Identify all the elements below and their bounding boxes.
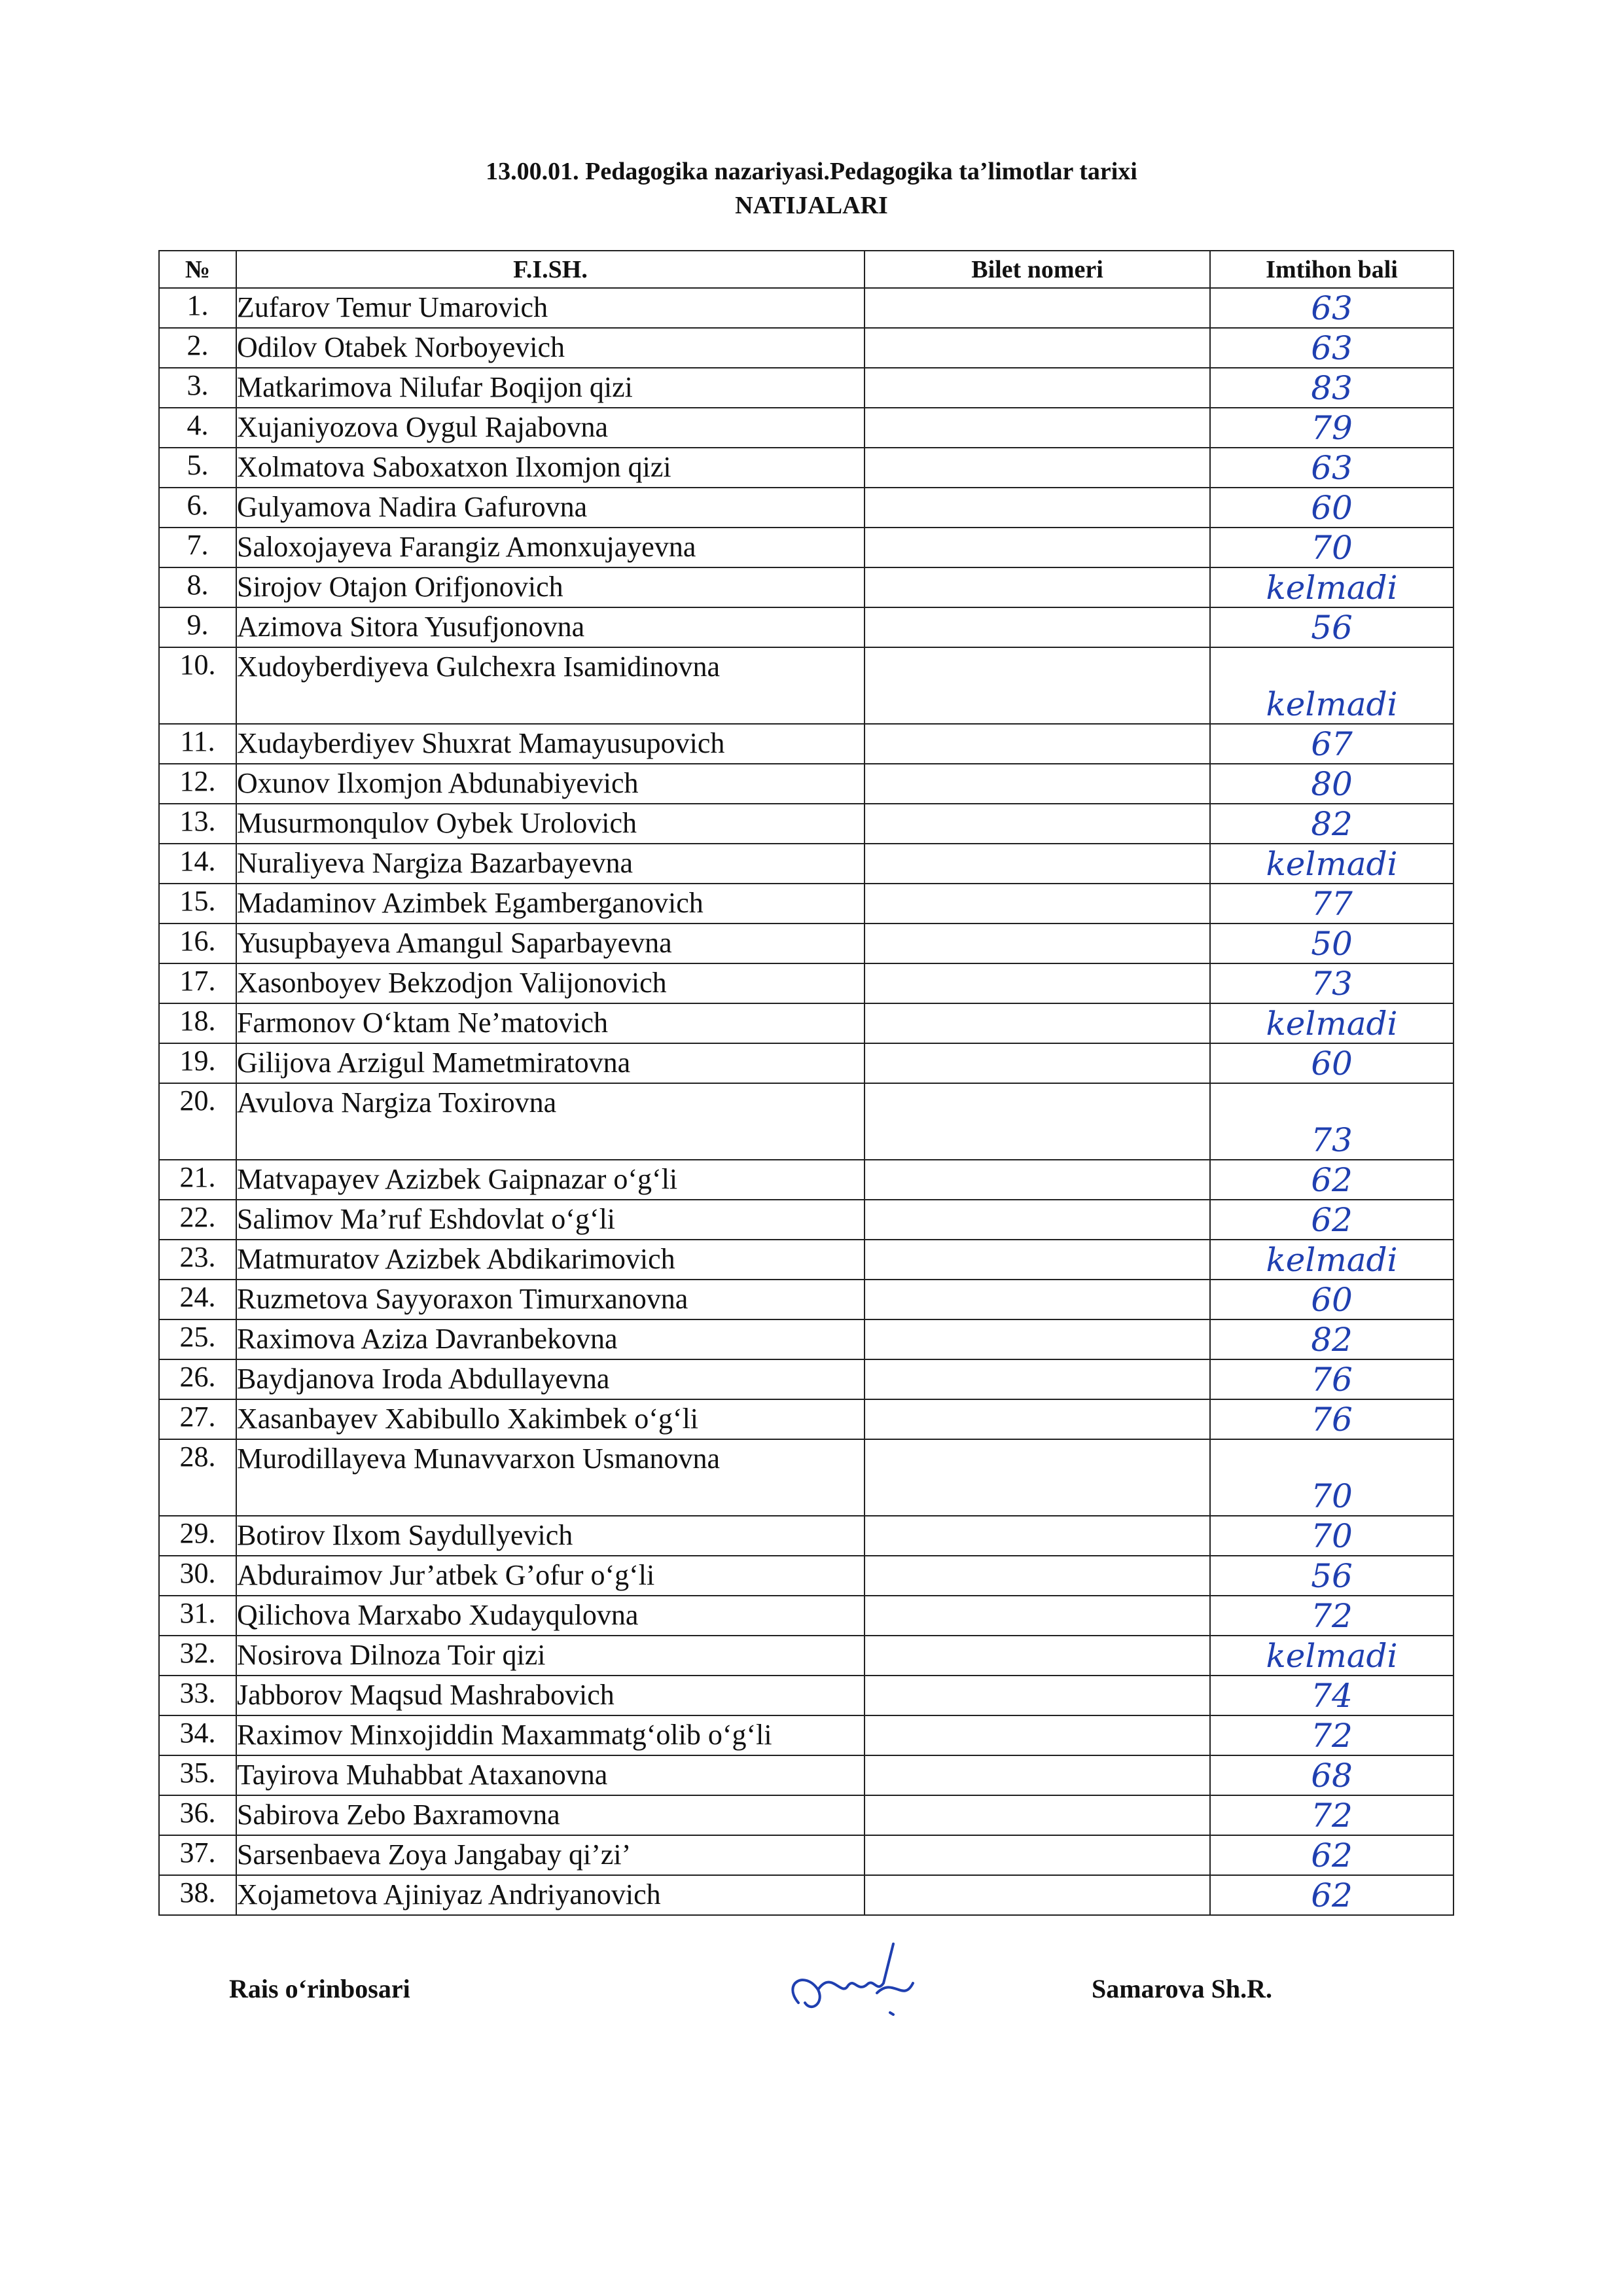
col-header-number: №	[159, 251, 236, 288]
student-name: Xujaniyozova Oygul Rajabovna	[236, 408, 865, 448]
ticket-number	[865, 647, 1210, 724]
student-name: Salimov Ma’ruf Eshdovlat o‘g‘li	[236, 1200, 865, 1240]
row-number: 26.	[159, 1359, 236, 1399]
row-number: 2.	[159, 328, 236, 368]
student-name: Xojametova Ajiniyaz Andriyanovich	[236, 1875, 865, 1915]
table-row	[159, 884, 1454, 924]
student-name: Baydjanova Iroda Abdullayevna	[236, 1359, 865, 1399]
ticket-number	[865, 288, 1210, 328]
student-name: Madaminov Azimbek Egamberganovich	[236, 884, 865, 924]
row-number: 12.	[159, 764, 236, 804]
col-header-ticket: Bilet nomeri	[865, 251, 1210, 288]
table-row	[159, 1240, 1454, 1280]
row-number: 28.	[159, 1439, 236, 1516]
exam-score: kelmadi	[1210, 567, 1454, 607]
table-row	[159, 924, 1454, 963]
ticket-number	[865, 1003, 1210, 1043]
table-row	[159, 1003, 1454, 1043]
ticket-number	[865, 1399, 1210, 1439]
table-header-row	[159, 251, 1454, 288]
row-number: 14.	[159, 844, 236, 884]
row-number: 30.	[159, 1556, 236, 1596]
exam-score: 82	[1210, 804, 1454, 844]
table-row	[159, 1795, 1454, 1835]
exam-score: 63	[1210, 328, 1454, 368]
exam-score: 82	[1210, 1319, 1454, 1359]
ticket-number	[865, 924, 1210, 963]
exam-score: kelmadi	[1210, 1240, 1454, 1280]
col-header-fullname: F.I.SH.	[236, 251, 865, 288]
table-row	[159, 1715, 1454, 1755]
student-name: Yusupbayeva Amangul Saparbayevna	[236, 924, 865, 963]
table-row	[159, 1399, 1454, 1439]
row-number: 3.	[159, 368, 236, 408]
exam-score: 80	[1210, 764, 1454, 804]
ticket-number	[865, 528, 1210, 567]
ticket-number	[865, 1160, 1210, 1200]
exam-score: 67	[1210, 724, 1454, 764]
ticket-number	[865, 1240, 1210, 1280]
ticket-number	[865, 844, 1210, 884]
ticket-number	[865, 884, 1210, 924]
student-name: Sarsenbaeva Zoya Jangabay qi’zi’	[236, 1835, 865, 1875]
exam-score: kelmadi	[1210, 1003, 1454, 1043]
student-name: Zufarov Temur Umarovich	[236, 288, 865, 328]
table-body	[159, 288, 1454, 1915]
exam-score: 83	[1210, 368, 1454, 408]
ticket-number	[865, 408, 1210, 448]
row-number: 25.	[159, 1319, 236, 1359]
ticket-number	[865, 1676, 1210, 1715]
student-name: Azimova Sitora Yusufjonovna	[236, 607, 865, 647]
student-name: Avulova Nargiza Toxirovna	[236, 1083, 865, 1160]
table-row	[159, 724, 1454, 764]
exam-score: 63	[1210, 288, 1454, 328]
exam-score: 73	[1210, 1083, 1454, 1160]
exam-score: 70	[1210, 1516, 1454, 1556]
row-number: 9.	[159, 607, 236, 647]
row-number: 7.	[159, 528, 236, 567]
row-number: 38.	[159, 1875, 236, 1915]
ticket-number	[865, 1280, 1210, 1319]
row-number: 27.	[159, 1399, 236, 1439]
exam-score: 76	[1210, 1399, 1454, 1439]
ticket-number	[865, 488, 1210, 528]
table-row	[159, 647, 1454, 724]
row-number: 35.	[159, 1755, 236, 1795]
table-row	[159, 764, 1454, 804]
student-name: Xolmatova Saboxatxon Ilxomjon qizi	[236, 448, 865, 488]
table-row	[159, 328, 1454, 368]
ticket-number	[865, 1596, 1210, 1636]
ticket-number	[865, 1875, 1210, 1915]
table-row	[159, 1676, 1454, 1715]
row-number: 32.	[159, 1636, 236, 1676]
student-name: Matvapayev Azizbek Gaipnazar o‘g‘li	[236, 1160, 865, 1200]
exam-score: 72	[1210, 1795, 1454, 1835]
exam-score: 73	[1210, 963, 1454, 1003]
student-name: Matkarimova Nilufar Boqijon qizi	[236, 368, 865, 408]
title-line-2: NATIJALARI	[735, 192, 888, 219]
student-name: Abduraimov Jur’atbek G’ofur o‘g‘li	[236, 1556, 865, 1596]
row-number: 24.	[159, 1280, 236, 1319]
handwritten-signature	[779, 1931, 949, 2029]
row-number: 17.	[159, 963, 236, 1003]
exam-score: 77	[1210, 884, 1454, 924]
student-name: Xudoyberdiyeva Gulchexra Isamidinovna	[236, 647, 865, 724]
ticket-number	[865, 1835, 1210, 1875]
table-row	[159, 607, 1454, 647]
row-number: 36.	[159, 1795, 236, 1835]
ticket-number	[865, 963, 1210, 1003]
student-name: Nosirova Dilnoza Toir qizi	[236, 1636, 865, 1676]
row-number: 13.	[159, 804, 236, 844]
title-line-1: 13.00.01. Pedagogika nazariyasi.Pedagogika ta’limotlar tarixi	[486, 158, 1137, 185]
exam-score: 50	[1210, 924, 1454, 963]
row-number: 37.	[159, 1835, 236, 1875]
row-number: 20.	[159, 1083, 236, 1160]
exam-score: 79	[1210, 408, 1454, 448]
ticket-number	[865, 1200, 1210, 1240]
table-row	[159, 1200, 1454, 1240]
table-row	[159, 1359, 1454, 1399]
col-header-score: Imtihon bali	[1210, 251, 1454, 288]
table-row	[159, 963, 1454, 1003]
exam-score: 56	[1210, 607, 1454, 647]
table-row	[159, 368, 1454, 408]
row-number: 16.	[159, 924, 236, 963]
table-row	[159, 448, 1454, 488]
ticket-number	[865, 1319, 1210, 1359]
exam-score: 63	[1210, 448, 1454, 488]
row-number: 5.	[159, 448, 236, 488]
row-number: 4.	[159, 408, 236, 448]
row-number: 19.	[159, 1043, 236, 1083]
results-table	[158, 250, 1454, 1916]
exam-score: kelmadi	[1210, 844, 1454, 884]
row-number: 10.	[159, 647, 236, 724]
ticket-number	[865, 1795, 1210, 1835]
table-row	[159, 844, 1454, 884]
student-name: Xasonboyev Bekzodjon Valijonovich	[236, 963, 865, 1003]
ticket-number	[865, 1755, 1210, 1795]
exam-score: kelmadi	[1210, 647, 1454, 724]
student-name: Botirov Ilxom Saydullyevich	[236, 1516, 865, 1556]
student-name: Farmonov O‘ktam Ne’matovich	[236, 1003, 865, 1043]
exam-score: kelmadi	[1210, 1636, 1454, 1676]
ticket-number	[865, 1556, 1210, 1596]
ticket-number	[865, 804, 1210, 844]
student-name: Ruzmetova Sayyoraxon Timurxanovna	[236, 1280, 865, 1319]
exam-score: 62	[1210, 1160, 1454, 1200]
student-name: Raximova Aziza Davranbekovna	[236, 1319, 865, 1359]
table-row	[159, 1319, 1454, 1359]
table-row	[159, 1835, 1454, 1875]
table-row	[159, 1043, 1454, 1083]
row-number: 8.	[159, 567, 236, 607]
row-number: 21.	[159, 1160, 236, 1200]
table-row	[159, 1755, 1454, 1795]
student-name: Xudayberdiyev Shuxrat Mamayusupovich	[236, 724, 865, 764]
table-row	[159, 288, 1454, 328]
exam-score: 76	[1210, 1359, 1454, 1399]
row-number: 34.	[159, 1715, 236, 1755]
table-row	[159, 528, 1454, 567]
student-name: Gilijova Arzigul Mametmiratovna	[236, 1043, 865, 1083]
student-name: Qilichova Marxabo Xudayqulovna	[236, 1596, 865, 1636]
exam-score: 60	[1210, 1280, 1454, 1319]
ticket-number	[865, 1439, 1210, 1516]
table-row	[159, 1556, 1454, 1596]
table-row	[159, 1160, 1454, 1200]
table-row	[159, 804, 1454, 844]
ticket-number	[865, 1083, 1210, 1160]
row-number: 29.	[159, 1516, 236, 1556]
ticket-number	[865, 567, 1210, 607]
row-number: 1.	[159, 288, 236, 328]
ticket-number	[865, 1636, 1210, 1676]
student-name: Sirojov Otajon Orifjonovich	[236, 567, 865, 607]
exam-score: 74	[1210, 1676, 1454, 1715]
table-row	[159, 1636, 1454, 1676]
ticket-number	[865, 1516, 1210, 1556]
ticket-number	[865, 764, 1210, 804]
student-name: Nuraliyeva Nargiza Bazarbayevna	[236, 844, 865, 884]
ticket-number	[865, 1715, 1210, 1755]
exam-score: 60	[1210, 488, 1454, 528]
table-row	[159, 1875, 1454, 1915]
ticket-number	[865, 1043, 1210, 1083]
student-name: Saloxojayeva Farangiz Amonxujayevna	[236, 528, 865, 567]
ticket-number	[865, 724, 1210, 764]
exam-score: 60	[1210, 1043, 1454, 1083]
student-name: Murodillayeva Munavvarxon Usmanovna	[236, 1439, 865, 1516]
table-row	[159, 1596, 1454, 1636]
table-row	[159, 1516, 1454, 1556]
row-number: 11.	[159, 724, 236, 764]
ticket-number	[865, 368, 1210, 408]
student-name: Matmuratov Azizbek Abdikarimovich	[236, 1240, 865, 1280]
table-row	[159, 1439, 1454, 1516]
exam-score: 62	[1210, 1200, 1454, 1240]
table-row	[159, 567, 1454, 607]
ticket-number	[865, 448, 1210, 488]
table-row	[159, 1280, 1454, 1319]
student-name: Tayirova Muhabbat Ataxanovna	[236, 1755, 865, 1795]
ticket-number	[865, 328, 1210, 368]
student-name: Musurmonqulov Oybek Urolovich	[236, 804, 865, 844]
exam-score: 70	[1210, 528, 1454, 567]
row-number: 31.	[159, 1596, 236, 1636]
row-number: 6.	[159, 488, 236, 528]
row-number: 15.	[159, 884, 236, 924]
student-name: Odilov Otabek Norboyevich	[236, 328, 865, 368]
student-name: Raximov Minxojiddin Maxammatg‘olib o‘g‘li	[236, 1715, 865, 1755]
exam-score: 70	[1210, 1439, 1454, 1516]
exam-score: 62	[1210, 1835, 1454, 1875]
row-number: 33.	[159, 1676, 236, 1715]
row-number: 23.	[159, 1240, 236, 1280]
exam-score: 68	[1210, 1755, 1454, 1795]
table-row	[159, 408, 1454, 448]
student-name: Oxunov Ilxomjon Abdunabiyevich	[236, 764, 865, 804]
document-title	[0, 154, 1623, 223]
table-row	[159, 488, 1454, 528]
ticket-number	[865, 607, 1210, 647]
student-name: Sabirova Zebo Baxramovna	[236, 1795, 865, 1835]
ticket-number	[865, 1359, 1210, 1399]
exam-score: 72	[1210, 1715, 1454, 1755]
footer-role: Rais o‘rinbosari	[229, 1974, 410, 2003]
exam-score: 56	[1210, 1556, 1454, 1596]
table-row	[159, 1083, 1454, 1160]
exam-score: 72	[1210, 1596, 1454, 1636]
footer-signer: Samarova Sh.R.	[1092, 1974, 1272, 2003]
exam-score: 62	[1210, 1875, 1454, 1915]
row-number: 18.	[159, 1003, 236, 1043]
student-name: Gulyamova Nadira Gafurovna	[236, 488, 865, 528]
row-number: 22.	[159, 1200, 236, 1240]
student-name: Jabborov Maqsud Mashrabovich	[236, 1676, 865, 1715]
student-name: Xasanbayev Xabibullo Xakimbek o‘g‘li	[236, 1399, 865, 1439]
